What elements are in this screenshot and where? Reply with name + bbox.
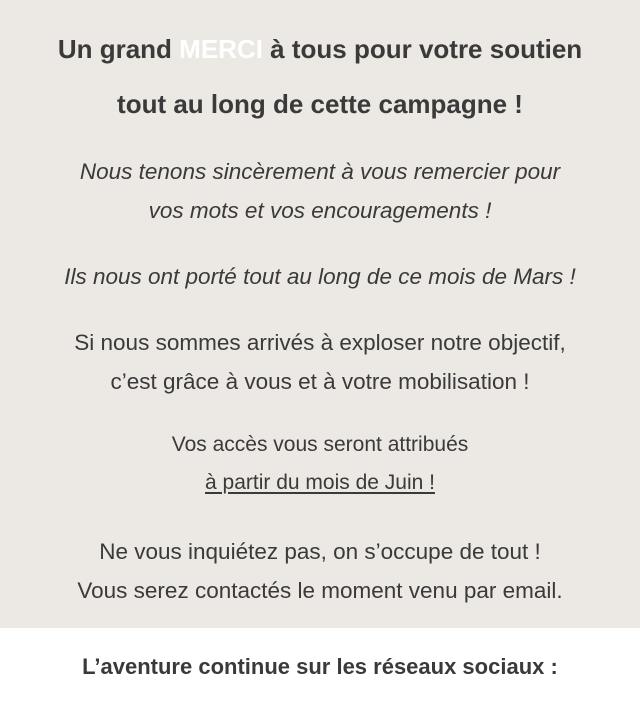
thanks-paragraph [0, 152, 640, 230]
access-date-link[interactable]: à partir du mois de Juin ! [205, 471, 435, 494]
goal-line2: c’est grâce à vous et à votre mobilisation ! [110, 369, 530, 394]
goal-paragraph [0, 323, 640, 401]
social-heading: L’aventure continue sur les réseaux sociaux : [82, 654, 558, 679]
march-paragraph [0, 257, 640, 296]
social-section [0, 628, 640, 684]
contact-paragraph [0, 532, 640, 610]
goal-line1: Si nous sommes arrivés à exploser notre objectif, [74, 330, 566, 355]
headline-merci: MERCI [179, 34, 263, 64]
thanks-line1: Nous tenons sincèrement à vous remercier pour [79, 159, 561, 184]
contact-line1: Ne vous inquiétez pas, on s’occupe de tout ! [99, 539, 541, 564]
contact-line2: Vous serez contactés le moment venu par email. [77, 578, 563, 603]
access-paragraph [0, 426, 640, 502]
page-title [0, 22, 640, 132]
headline-line2: tout au long de cette campagne ! [117, 89, 523, 119]
access-line1: Vos accès vous seront attribués [171, 433, 469, 456]
headline-part2: à tous pour votre soutien [262, 34, 583, 64]
thanks-line2: vos mots et vos encouragements ! [148, 198, 492, 223]
march-line: Ils nous ont porté tout au long de ce mois de Mars ! [64, 264, 576, 289]
headline-part1: Un grand [57, 34, 180, 64]
